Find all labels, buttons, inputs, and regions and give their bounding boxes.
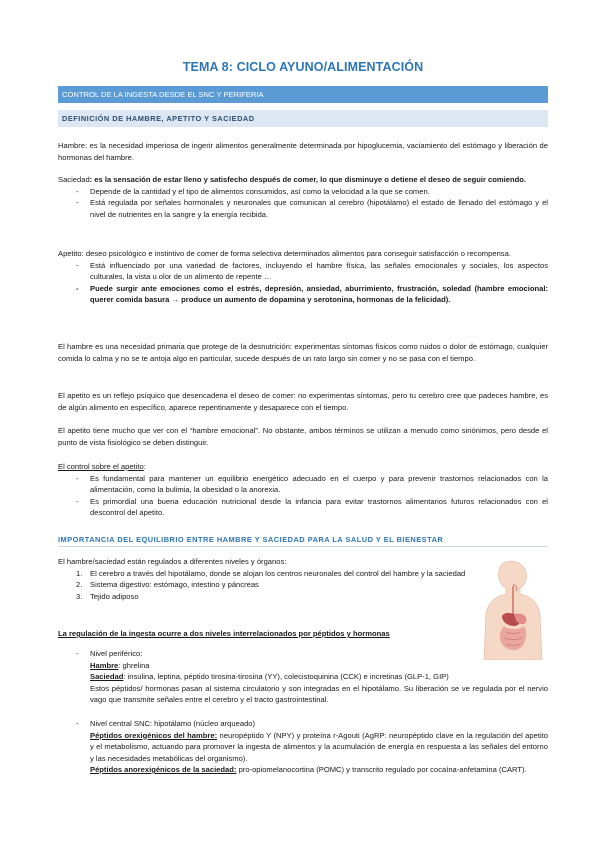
nivel-periferico (58, 648, 548, 706)
central-label: - Nivel central SNC: hipotálamo (núcleo arqueado) (90, 719, 256, 728)
anorexigenicos-text: pro-opiomelanocortina (POMC) y transcrito regulado por cocaína-anfetamina (CART). (236, 765, 527, 774)
paragraph-hambre: El hambre es una necesidad primaria que protege de la desnutrición: experimentas síntomas físicos como ruidos o dolor de estómago, cualquier comida lo calma y no se te antoja algo en particular, sucede después de un rato largo sin comer y no se pasa con el tiempo. (58, 342, 548, 363)
control-list (58, 473, 548, 519)
chapter-band: CONTROL DE LA INGESTA DESDE EL SNC Y PERIFERIA (58, 86, 548, 103)
regulacion-heading: La regulación de la ingesta ocurre a dos niveles interrelacionados por péptidos y hormonas (58, 629, 390, 638)
list-item: - Está regulada por señales hormonales y neuronales que comunican al cerebro (hipotálamo) el estado de llenado del estómago y el nivel de nutrientes en la sangre y la energía recibida. (58, 197, 548, 220)
list-item: - Está influenciado por una variedad de factores, incluyendo el hambre física, las señales emocionales y sociales, los aspectos culturales, la vista u olor de un alimento de repente … (58, 260, 548, 283)
saciedad-value: : insulina, leptina, péptido tirosina-tirosina (YY), colecistoquinina (CCK) e incretinas (GLP-1, GIP) (123, 672, 449, 681)
list-item: - Es primordial una buena educación nutricional desde la infancia para evitar trastornos alimentarios futuros relacionados con el descontrol del apetito. (58, 496, 548, 519)
apetito-text: : deseo psicológico e instintivo de comer de forma selectiva determinados alimentos para conseguir satisfacción o recompensa. (81, 249, 511, 258)
list-number: 2. (76, 580, 83, 589)
paragraph-apetito: El apetito es un reflejo psíquico que desencadena el deseo de comer: no experimentas síntomas, pero tu cerebro cree que padeces hambre, es de algún alimento en específico, aparece repentinamente y desaparece con el tiempo. (58, 391, 548, 412)
saciedad-definition (58, 174, 548, 220)
saciedad-list (58, 186, 548, 221)
apetito-list (58, 260, 548, 306)
hambre-definition (58, 140, 548, 163)
list-item (58, 591, 466, 603)
orexigenicos-text: neuropéptido Y (NPY) y proteína r-Agouti (AgRP: neuropéptido clave en la regulación del apetito y el metabolismo, actuando para promover la ingesta de alimentos y la acumulación de energía en respuesta a las señales del entorno y las necesidades metabólicas del organismo). (90, 730, 548, 763)
control-colon: : (143, 462, 146, 471)
digestive-system-illustration (480, 560, 546, 660)
page-title: TEMA 8: CICLO AYUNO/ALIMENTACIÓN (182, 60, 424, 74)
nivel-central (58, 718, 548, 776)
list-item (58, 579, 466, 591)
list-text: Tejido adiposo (90, 591, 139, 601)
periferico-note: Estos péptidos/ hormonas pasan al sistema circulatorio y son integradas en el hipotálamo. Su liberación se ve regulada por el nervio vago que transmite señales entre el cerebro y el tracto gastrointestinal. (90, 683, 548, 704)
list-item: - Puede surgir ante emociones como el estrés, depresión, ansiedad, aburrimiento, frustración, soledad (hambre emocional: querer comida basura → produce un aumento de dopamina y serotonina, hormonas de la felicidad). (58, 283, 548, 306)
saciedad-term: Saciedad (58, 175, 90, 184)
saciedad-label: Saciedad (90, 672, 124, 681)
section-heading-equilibrio: IMPORTANCIA DEL EQUILIBRIO ENTRE HAMBRE Y SACIEDAD PARA LA SALUD Y EL BIENESTAR (58, 533, 548, 547)
niveles-list (58, 568, 466, 603)
hambre-value: : ghrelina (118, 660, 150, 670)
niveles-regulacion (58, 556, 466, 602)
apetito-term: Apetito (58, 249, 82, 258)
hambre-term: Hambre (58, 141, 86, 150)
list-number: 3. (76, 591, 83, 601)
control-heading: El control sobre el apetito (58, 462, 144, 471)
periferico-list (58, 648, 548, 706)
list-item (58, 648, 548, 706)
list-item: - Depende de la cantidad y el tipo de alimentos consumidos, así como la velocidad a la que se comen. (58, 186, 548, 198)
list-text: El cerebro a través del hipotálamo, donde se alojan los centros neuronales del control del hambre y la saciedad (90, 568, 466, 578)
hambre-text: : es la necesidad imperiosa de ingerir alimentos generalmente determinada por hipoglucemia, vaciamiento del estómago y liberación de hormonas del hambre. (58, 141, 548, 162)
orexigenicos-label: Péptidos orexigénicos del hambre: (90, 730, 218, 740)
anorexigenicos-label: Péptidos anorexigénicos de la saciedad: (90, 765, 237, 774)
central-list (58, 718, 548, 776)
section-heading-definitions: DEFINICIÓN DE HAMBRE, APETITO Y SACIEDAD (58, 110, 548, 127)
control-apetito (58, 461, 548, 519)
apetito-definition (58, 248, 548, 306)
periferico-label: - Nivel periférico: (90, 649, 143, 658)
list-item (58, 568, 466, 580)
list-item: - Es fundamental para mantener un equilibrio energético adecuado en el cuerpo y para prevenir trastornos relacionados con la alimentación, como la bulimia, la obesidad o la anorexia. (58, 473, 548, 496)
niveles-intro: El hambre/saciedad están regulados a diferentes niveles y órganos: (58, 557, 287, 566)
hambre-label: Hambre (90, 660, 119, 670)
list-item (58, 718, 548, 776)
list-text: Sistema digestivo: estómago, intestino y páncreas (90, 580, 259, 589)
saciedad-text: : es la sensación de estar lleno y satisfecho después de comer, lo que disminuye o detiene el deseo de seguir comiendo. (89, 175, 527, 184)
paragraph-hambre-emocional: El apetito tiene mucho que ver con el “hambre emocional”. No obstante, ambos términos se utilizan a menudo como sinónimos, pero desde el punto de vista fisiológico se deben distinguir. (58, 426, 548, 447)
list-number: 1. (76, 568, 83, 578)
